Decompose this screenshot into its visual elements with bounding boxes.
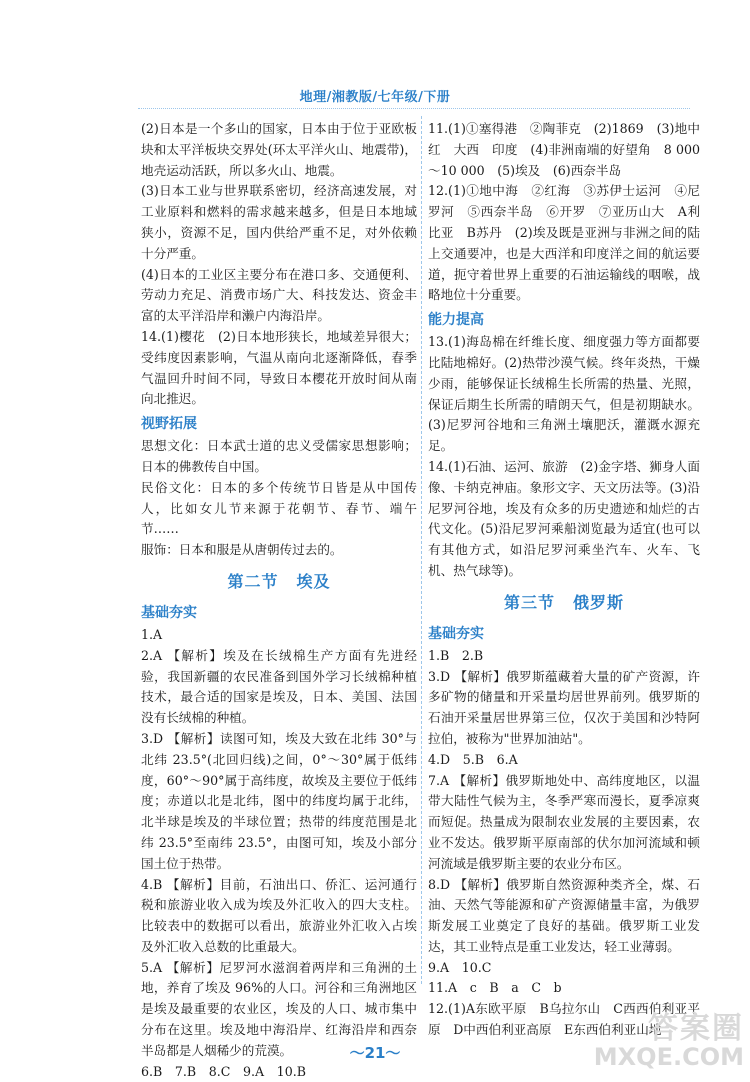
watermark-url: MXQE.COM [593, 1042, 744, 1071]
chapter-number: 第三节 [503, 592, 555, 612]
section-heading: 能力提高 [428, 312, 484, 329]
answer-item: 7.A 【解析】俄罗斯地处中、高纬度地区，以温带大陆性气候为主，冬季严寒而漫长，夏季凉爽而短促。热量成为限制农业发展的主要因素，农业不发达。俄罗斯平原南部的伏尔加河流域和顿河流域是俄罗斯主要的农业分布区。 [428, 772, 700, 871]
chapter-title [428, 588, 700, 618]
answer-item: 12.(1)A东欧平原 B乌拉尔山 C西西伯利亚平原 D中西伯利亚高原 E东西伯利亚山地 [428, 1001, 700, 1038]
section-heading: 基础夯实 [141, 604, 197, 621]
answer-item: 13.(1)海岛棉在纤维长度、细度强力等方面都要比陆地棉好。(2)热带沙漠气候。终年炎热，干燥少雨，能够保证长绒棉生长所需的热量、光照，保证后期生长所需的晴朗天气，但是初期缺水。(3)尼罗河谷地和三角洲土壤肥沃，灌溉水源充足。 [428, 334, 700, 454]
page-number: ～21～ [349, 1044, 401, 1062]
section-heading: 视野拓展 [141, 416, 197, 433]
answer-item: 1.A [141, 626, 163, 642]
answer-paragraph: 14.(1)樱花 (2)日本地形狭长，地域差异很大；受纬度因素影响，气温从南向北逐渐降低，春季气温回升时间不同，导致日本樱花开放时间从南向北推迟。 [141, 328, 417, 407]
answer-item: 2.A 【解析】埃及在长绒棉生产方面有先进经验，我国新疆的农民准备到国外学习长绒棉种植技术，最合适的国家是埃及，日本、美国、法国没有长绒棉的种植。 [141, 647, 417, 726]
answer-item: 5.A 【解析】尼罗河水滋润着两岸和三角洲的土地，养育了埃及 96%的人口。河谷和三角洲地区是埃及最重要的农业区，埃及的人口、城市集中分布在这里。埃及地中海沿岸、红海沿岸和西奈半岛都是人烟稀少的荒漠。 [141, 959, 417, 1058]
answer-item: 3.D 【解析】俄罗斯蕴藏着大量的矿产资源，许多矿物的储量和开采量均居世界前列。俄罗斯的石油开采量居世界第三位，仅次于美国和沙特阿拉伯，被称为"世界加油站"。 [428, 668, 700, 746]
chapter-number: 第二节 [227, 571, 279, 591]
answer-item: 9.A 10.C [428, 959, 492, 975]
answer-item: 14.(1)石油、运河、旅游 (2)金字塔、狮身人面像、卡纳克神庙。象形文字、天文历法等。(3)沿尼罗河谷地，埃及有众多的历史遗迹和灿烂的古代文化。(5)沿尼罗河乘船浏览最为适宜(也可以有其他方式，如沿尼罗河乘坐汽车、火车、飞机、热气球等)。 [428, 458, 700, 578]
answer-item: 8.D 【解析】俄罗斯自然资源种类齐全，煤、石油、天然气等能源和矿产资源储量丰富，为俄罗斯发展工业奠定了良好的基础。俄罗斯工业发达，其工业特点是重工业发达，轻工业薄弱。 [428, 876, 700, 954]
header-rule [138, 108, 690, 109]
answer-paragraph: 民俗文化：日本的多个传统节日皆是从中国传人，比如女儿节来源于花朝节、春节、端午节…… [141, 479, 417, 537]
watermark-text: 答案圈 [648, 1011, 744, 1047]
answer-paragraph: (4)日本的工业区主要分布在港口多、交通便利、劳动力充足、消费市场广大、科技发达、资金丰富的太平洋沿岸和濑户内海沿岸。 [141, 266, 417, 324]
chapter-name: 埃及 [296, 571, 331, 591]
watermark-logo [594, 1013, 744, 1070]
column-divider [421, 116, 422, 984]
chapter-name: 俄罗斯 [573, 592, 625, 612]
answer-paragraph: (3)日本工业与世界联系密切，经济高速发展，对工业原料和燃料的需求越来越多，但是日本地域狭小，资源不足，国内供给严重不足，对外依赖十分严重。 [141, 183, 417, 261]
answer-paragraph: 服饰：日本和服是从唐朝传过去的。 [141, 542, 343, 558]
running-header: 地理/湘教版/七年级/下册 [299, 90, 451, 105]
left-column [141, 119, 417, 1082]
answer-item: 12.(1)①地中海 ②红海 ③苏伊士运河 ④尼罗河 ⑤西奈半岛 ⑥开罗 ⑦亚历山大 A利比亚 B苏丹 (2)埃及既是亚洲与非洲之间的陆上交通要冲，也是大西洋和印度洋之间的航运要道，扼守着世界上重要的石油运输线的咽喉，战略地位十分重要。 [428, 183, 700, 303]
answer-item: 11.A c B a C b [428, 980, 562, 996]
answer-item: 1.B 2.B [428, 647, 484, 663]
answer-item: 3.D 【解析】读图可知，埃及大致在北纬 30°与北纬 23.5°(北回归线)之间，0°～30°属于低纬度，60°～90°属于高纬度，故埃及主要位于低纬度；赤道以北是北纬，图中的纬度均属于北纬，北半球是埃及的半球位置；热带的纬度范围是北纬 23.5°至南纬 23.5°，由图可知，埃及小部分国土位于热带。 [141, 730, 417, 871]
answer-item: 6.B 7.B 8.C 9.A 10.B [141, 1063, 306, 1079]
answer-paragraph: (2)日本是一个多山的国家，日本由于位于亚欧板块和太平洋板块交界处(环太平洋火山、地震带)，地壳运动活跃，所以多火山、地震。 [141, 121, 417, 178]
answer-paragraph: 思想文化：日本武士道的忠义受儒家思想影响；日本的佛教传自中国。 [141, 438, 417, 474]
answer-item: 11.(1)①塞得港 ②陶菲克 (2)1869 (3)地中 红 大西 印度 (4)非洲南端的好望角 8 000～10 000 (5)埃及 (6)西奈半岛 [428, 121, 713, 178]
chapter-title [141, 567, 417, 597]
answer-item: 4.D 5.B 6.A [428, 751, 518, 767]
section-heading: 基础夯实 [428, 625, 484, 642]
answer-item: 4.B 【解析】目前，石油出口、侨汇、运河通行税和旅游业收入成为埃及外汇收入的四大支柱。比较表中的数据可以看出，旅游业外汇收入占埃及外汇收入总数的比重最大。 [141, 876, 417, 954]
